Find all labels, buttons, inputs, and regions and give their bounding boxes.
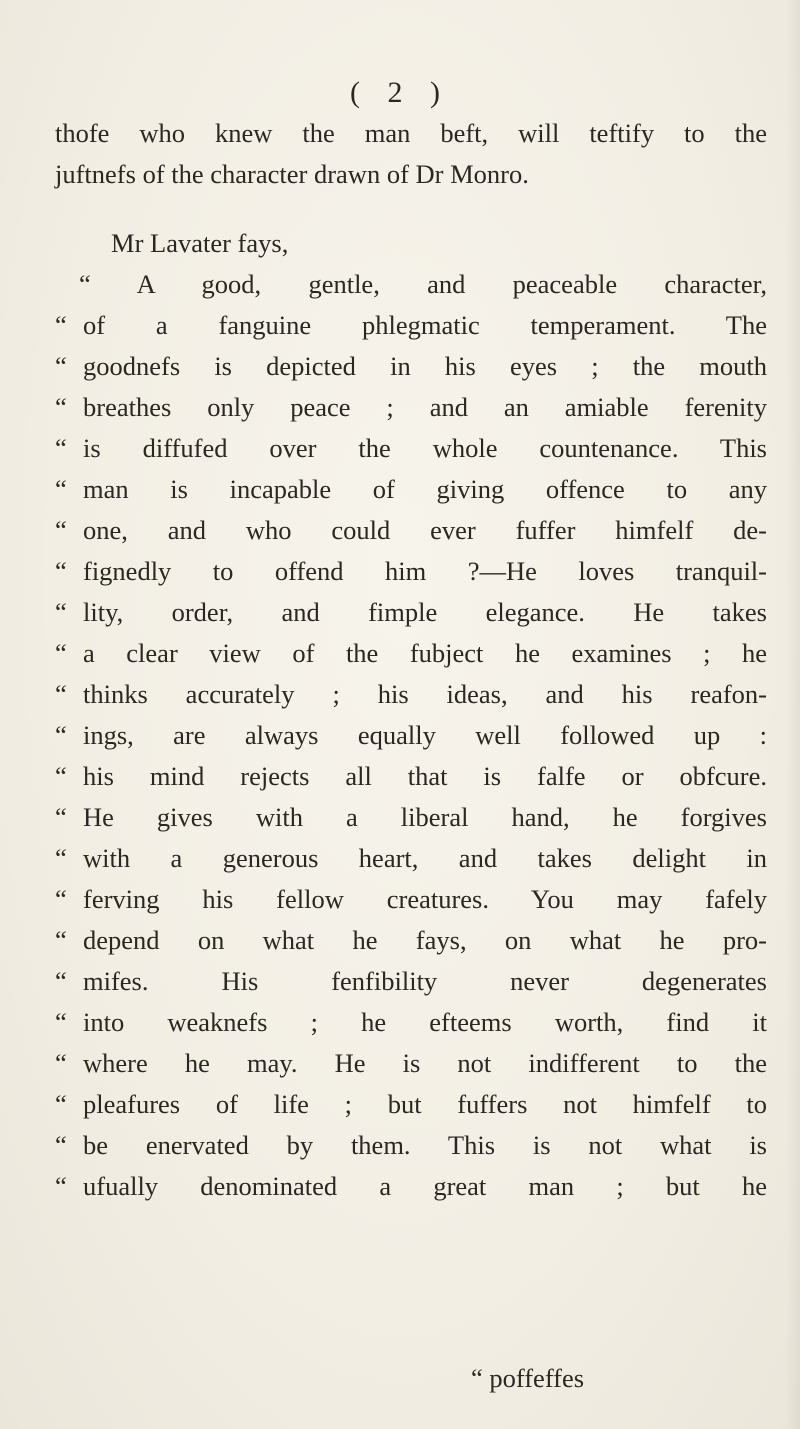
page-number: ( 2 )	[350, 76, 450, 109]
catchword: “ poffeffes	[471, 1363, 585, 1393]
body-text	[55, 113, 767, 1207]
text-line: thofe who knew the man beft, will teftify to the	[55, 118, 767, 148]
text-line: “ ferving his fellow creatures. You may fafely	[55, 884, 767, 914]
text-line: “ ings, are always equally well followed up :	[55, 720, 767, 750]
text-line: “ breathes only peace ; and an amiable ferenity	[55, 392, 767, 422]
text-line: “ into weaknefs ; he efteems worth, find it	[55, 1007, 767, 1037]
text-line: “ A good, gentle, and peaceable character,	[79, 269, 767, 299]
text-line: “ ufually denominated a great man ; but he	[55, 1171, 767, 1201]
text-line: juftnefs of the character drawn of Dr Monro.	[55, 159, 529, 189]
paragraph-gap	[55, 195, 767, 223]
text-line: “ fignedly to offend him ?—He loves tranquil-	[55, 556, 767, 586]
page-edge-shadow	[786, 0, 800, 1429]
text-line: “ of a fanguine phlegmatic temperament. The	[55, 310, 767, 340]
text-line: “ his mind rejects all that is falfe or obfcure.	[55, 761, 767, 791]
text-line: “ one, and who could ever fuffer himfelf de-	[55, 515, 767, 545]
text-line: “ thinks accurately ; his ideas, and his reafon-	[55, 679, 767, 709]
text-line: “ with a generous heart, and takes delight in	[55, 843, 767, 873]
text-line: “ a clear view of the fubject he examines ; he	[55, 638, 767, 668]
text-line: “ pleafures of life ; but fuffers not himfelf to	[55, 1089, 767, 1119]
text-line: “ He gives with a liberal hand, he forgives	[55, 802, 767, 832]
text-line: “ be enervated by them. This is not what is	[55, 1130, 767, 1160]
text-line: “ is diffufed over the whole countenance. This	[55, 433, 767, 463]
text-line: “ man is incapable of giving offence to any	[55, 474, 767, 504]
text-line: “ depend on what he fays, on what he pro-	[55, 925, 767, 955]
text-line: “ lity, order, and fimple elegance. He takes	[55, 597, 767, 627]
text-line: “ goodnefs is depicted in his eyes ; the mouth	[55, 351, 767, 381]
text-line: “ mifes. His fenfibility never degenerates	[55, 966, 767, 996]
text-line: “ where he may. He is not indifferent to the	[55, 1048, 767, 1078]
text-line: Mr Lavater fays,	[111, 228, 289, 258]
